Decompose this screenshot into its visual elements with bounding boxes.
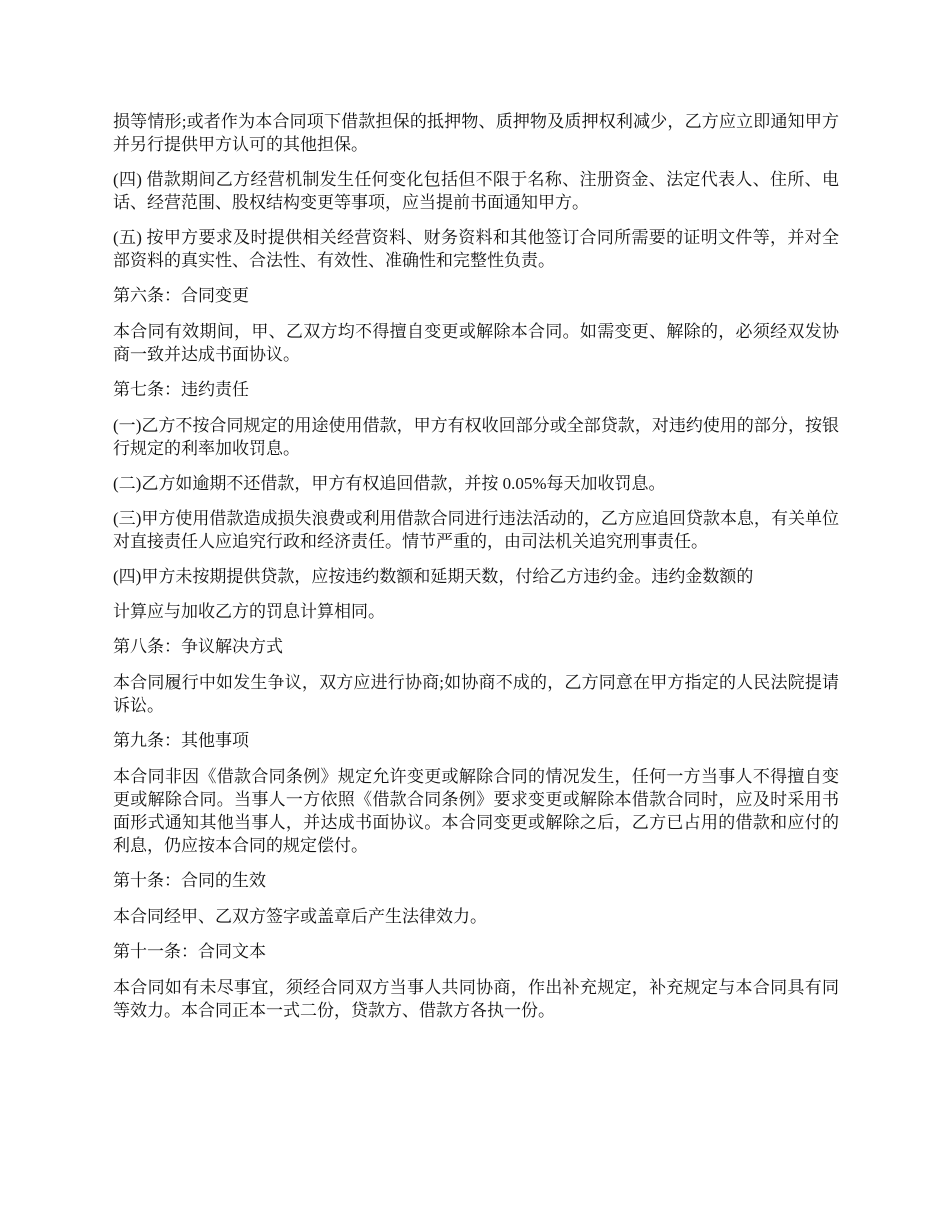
article-8-heading: 第八条：争议解决方式 [113, 637, 283, 656]
article-10-heading: 第十条：合同的生效 [113, 871, 266, 890]
article-7-item-4: (四)甲方未按期提供贷款，应按违约数额和延期天数，付给乙方违约金。违约金数额的 [113, 567, 754, 586]
article-7-item-3: (三)甲方使用借款造成损失浪费或利用借款合同进行违法活动的，乙方应追回贷款本息，有关单位对直接责任人应追究行政和经济责任。情节严重的，由司法机关追究刑事责任。 [113, 509, 839, 551]
article-10-body: 本合同经甲、乙双方签字或盖章后产生法律效力。 [113, 907, 487, 926]
article-11-body: 本合同如有未尽事宜，须经合同双方当事人共同协商，作出补充规定，补充规定与本合同具有同等效力。本合同正本一式二份，贷款方、借款方各执一份。 [113, 978, 839, 1020]
article-7-item-1: (一)乙方不按合同规定的用途使用借款，甲方有权收回部分或全部贷款，对违约使用的部分，按银行规定的利率加收罚息。 [113, 416, 839, 458]
article-8-body: 本合同履行中如发生争议，双方应进行协商;如协商不成的，乙方同意在甲方指定的人民法院提请诉讼。 [113, 673, 839, 715]
article-7-heading: 第七条：违约责任 [113, 380, 249, 399]
article-6-heading: 第六条：合同变更 [113, 286, 249, 305]
article-9-heading: 第九条：其他事项 [113, 731, 249, 750]
paragraph-clause-5: (五) 按甲方要求及时提供相关经营资料、财务资料和其他签订合同所需要的证明文件等，并对全部资料的真实性、合法性、有效性、准确性和完整性负责。 [113, 228, 839, 270]
article-11-heading: 第十一条：合同文本 [113, 942, 266, 961]
document-page [113, 110, 839, 1034]
article-9-body: 本合同非因《借款合同条例》规定允许变更或解除合同的情况发生，任何一方当事人不得擅自变更或解除合同。当事人一方依照《借款合同条例》要求变更或解除本借款合同时，应及时采用书面形式通知其他当事人，并达成书面协议。本合同变更或解除之后，乙方已占用的借款和应付的利息，仍应按本合同的规定偿付。 [113, 767, 839, 855]
article-7-item-4-continued: 计算应与加收乙方的罚息计算相同。 [113, 602, 385, 621]
paragraph-clause-4: (四) 借款期间乙方经营机制发生任何变化包括但不限于名称、注册资金、法定代表人、住所、电话、经营范围、股权结构变更等事项，应当提前书面通知甲方。 [113, 170, 839, 212]
paragraph-guarantee-notice: 损等情形;或者作为本合同项下借款担保的抵押物、质押物及质押权利减少，乙方应立即通知甲方并另行提供甲方认可的其他担保。 [113, 112, 839, 154]
article-7-item-2: (二)乙方如逾期不还借款，甲方有权追回借款，并按 0.05%每天加收罚息。 [113, 474, 666, 493]
article-6-body: 本合同有效期间，甲、乙双方均不得擅自变更或解除本合同。如需变更、解除的，必须经双发协商一致并达成书面协议。 [113, 322, 839, 364]
